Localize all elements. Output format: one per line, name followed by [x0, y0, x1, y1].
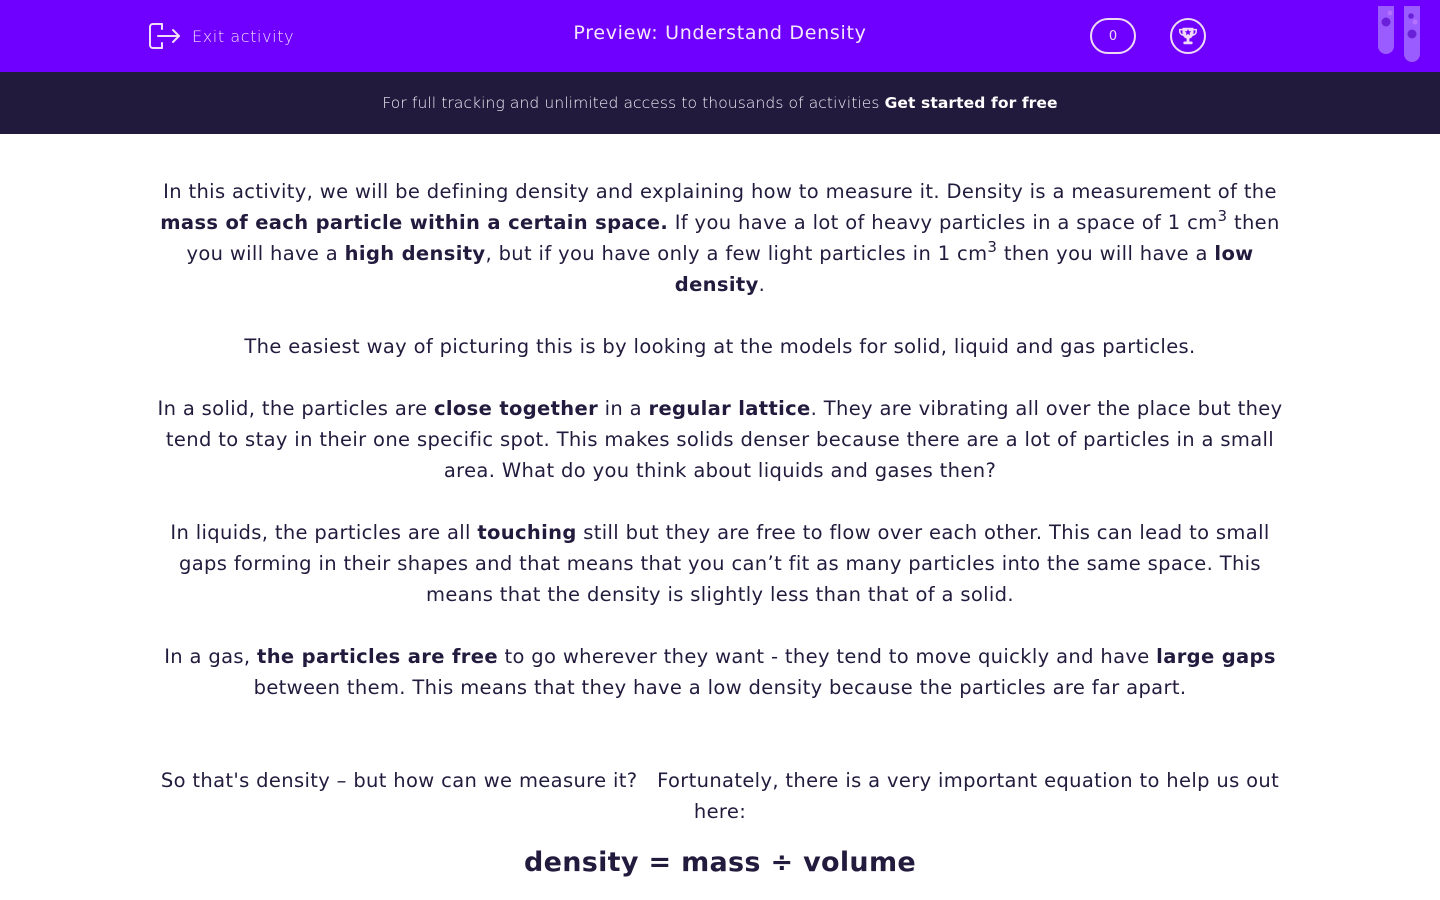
- bold-text: touching: [477, 521, 577, 544]
- trophy-button[interactable]: [1170, 18, 1206, 54]
- promo-text: For full tracking and unlimited access to thousands of activities: [382, 94, 880, 112]
- score-badge: [1090, 18, 1136, 54]
- text: to go wherever they want - they tend to move quickly and have: [497, 645, 1157, 668]
- exit-activity-label: Exit activity: [192, 26, 295, 46]
- score-value: 0: [1108, 28, 1118, 44]
- text: In liquids, the particles are all: [170, 521, 478, 544]
- bold-text: close together: [433, 397, 599, 420]
- test-tubes-logo: [1374, 4, 1426, 64]
- lesson-content: [150, 176, 1290, 878]
- bold-text: the particles are free: [257, 645, 498, 668]
- text: If you have a lot of heavy particles in a space of 1 cm: [668, 211, 1218, 234]
- intro-paragraph: [150, 176, 1290, 300]
- bold-text: high density: [344, 242, 486, 265]
- get-started-link[interactable]: Get started for free: [884, 94, 1058, 112]
- bold-text: low density: [674, 242, 1254, 296]
- gas-paragraph: [150, 641, 1290, 703]
- solid-paragraph: [150, 393, 1290, 486]
- trophy-icon: [1177, 25, 1199, 47]
- text: In a gas,: [164, 645, 258, 668]
- promo-banner: [0, 72, 1440, 134]
- text: then you will have a: [997, 242, 1215, 265]
- text: .: [758, 273, 766, 296]
- page-title: Preview: Understand Density: [573, 22, 867, 44]
- top-bar: [0, 0, 1440, 72]
- spacer: [150, 734, 1290, 765]
- bold-text: regular lattice: [648, 397, 811, 420]
- exit-icon: [148, 21, 182, 51]
- exit-activity-button[interactable]: [148, 20, 294, 52]
- text: In a solid, the particles are: [157, 397, 434, 420]
- text: . They are vibrating all over the place but they tend to stay in their one specific spot. This makes solids denser because there are a lot of particles in a small area. What do you think about liquids and gases then?: [165, 397, 1283, 482]
- text: In this activity, we will be defining density and explaining how to measure it. Density is a measurement of the: [163, 180, 1277, 203]
- bold-text: large gaps: [1156, 645, 1276, 668]
- measure-paragraph: So that's density – but how can we measure it? Fortunately, there is a very important equation to help us out here:: [160, 769, 1280, 823]
- superscript: 3: [1217, 207, 1228, 225]
- text: still but they are free to flow over each other. This can lead to small gaps forming in their shapes and that means that you can’t fit as many particles into the same space. This means that the density is slightly less than that of a solid.: [179, 521, 1270, 606]
- liquid-paragraph: [150, 517, 1290, 610]
- superscript: 3: [987, 238, 998, 256]
- bold-text: mass of each particle within a certain space.: [160, 211, 669, 234]
- density-equation: density = mass ÷ volume: [523, 847, 916, 878]
- text: , but if you have only a few light particles in 1 cm: [485, 242, 988, 265]
- text: then you will have a: [186, 211, 1280, 265]
- text: between them. This means that they have a low density because the particles are far apart.: [253, 676, 1187, 699]
- text: in a: [598, 397, 649, 420]
- models-paragraph: The easiest way of picturing this is by looking at the models for solid, liquid and gas particles.: [244, 335, 1196, 358]
